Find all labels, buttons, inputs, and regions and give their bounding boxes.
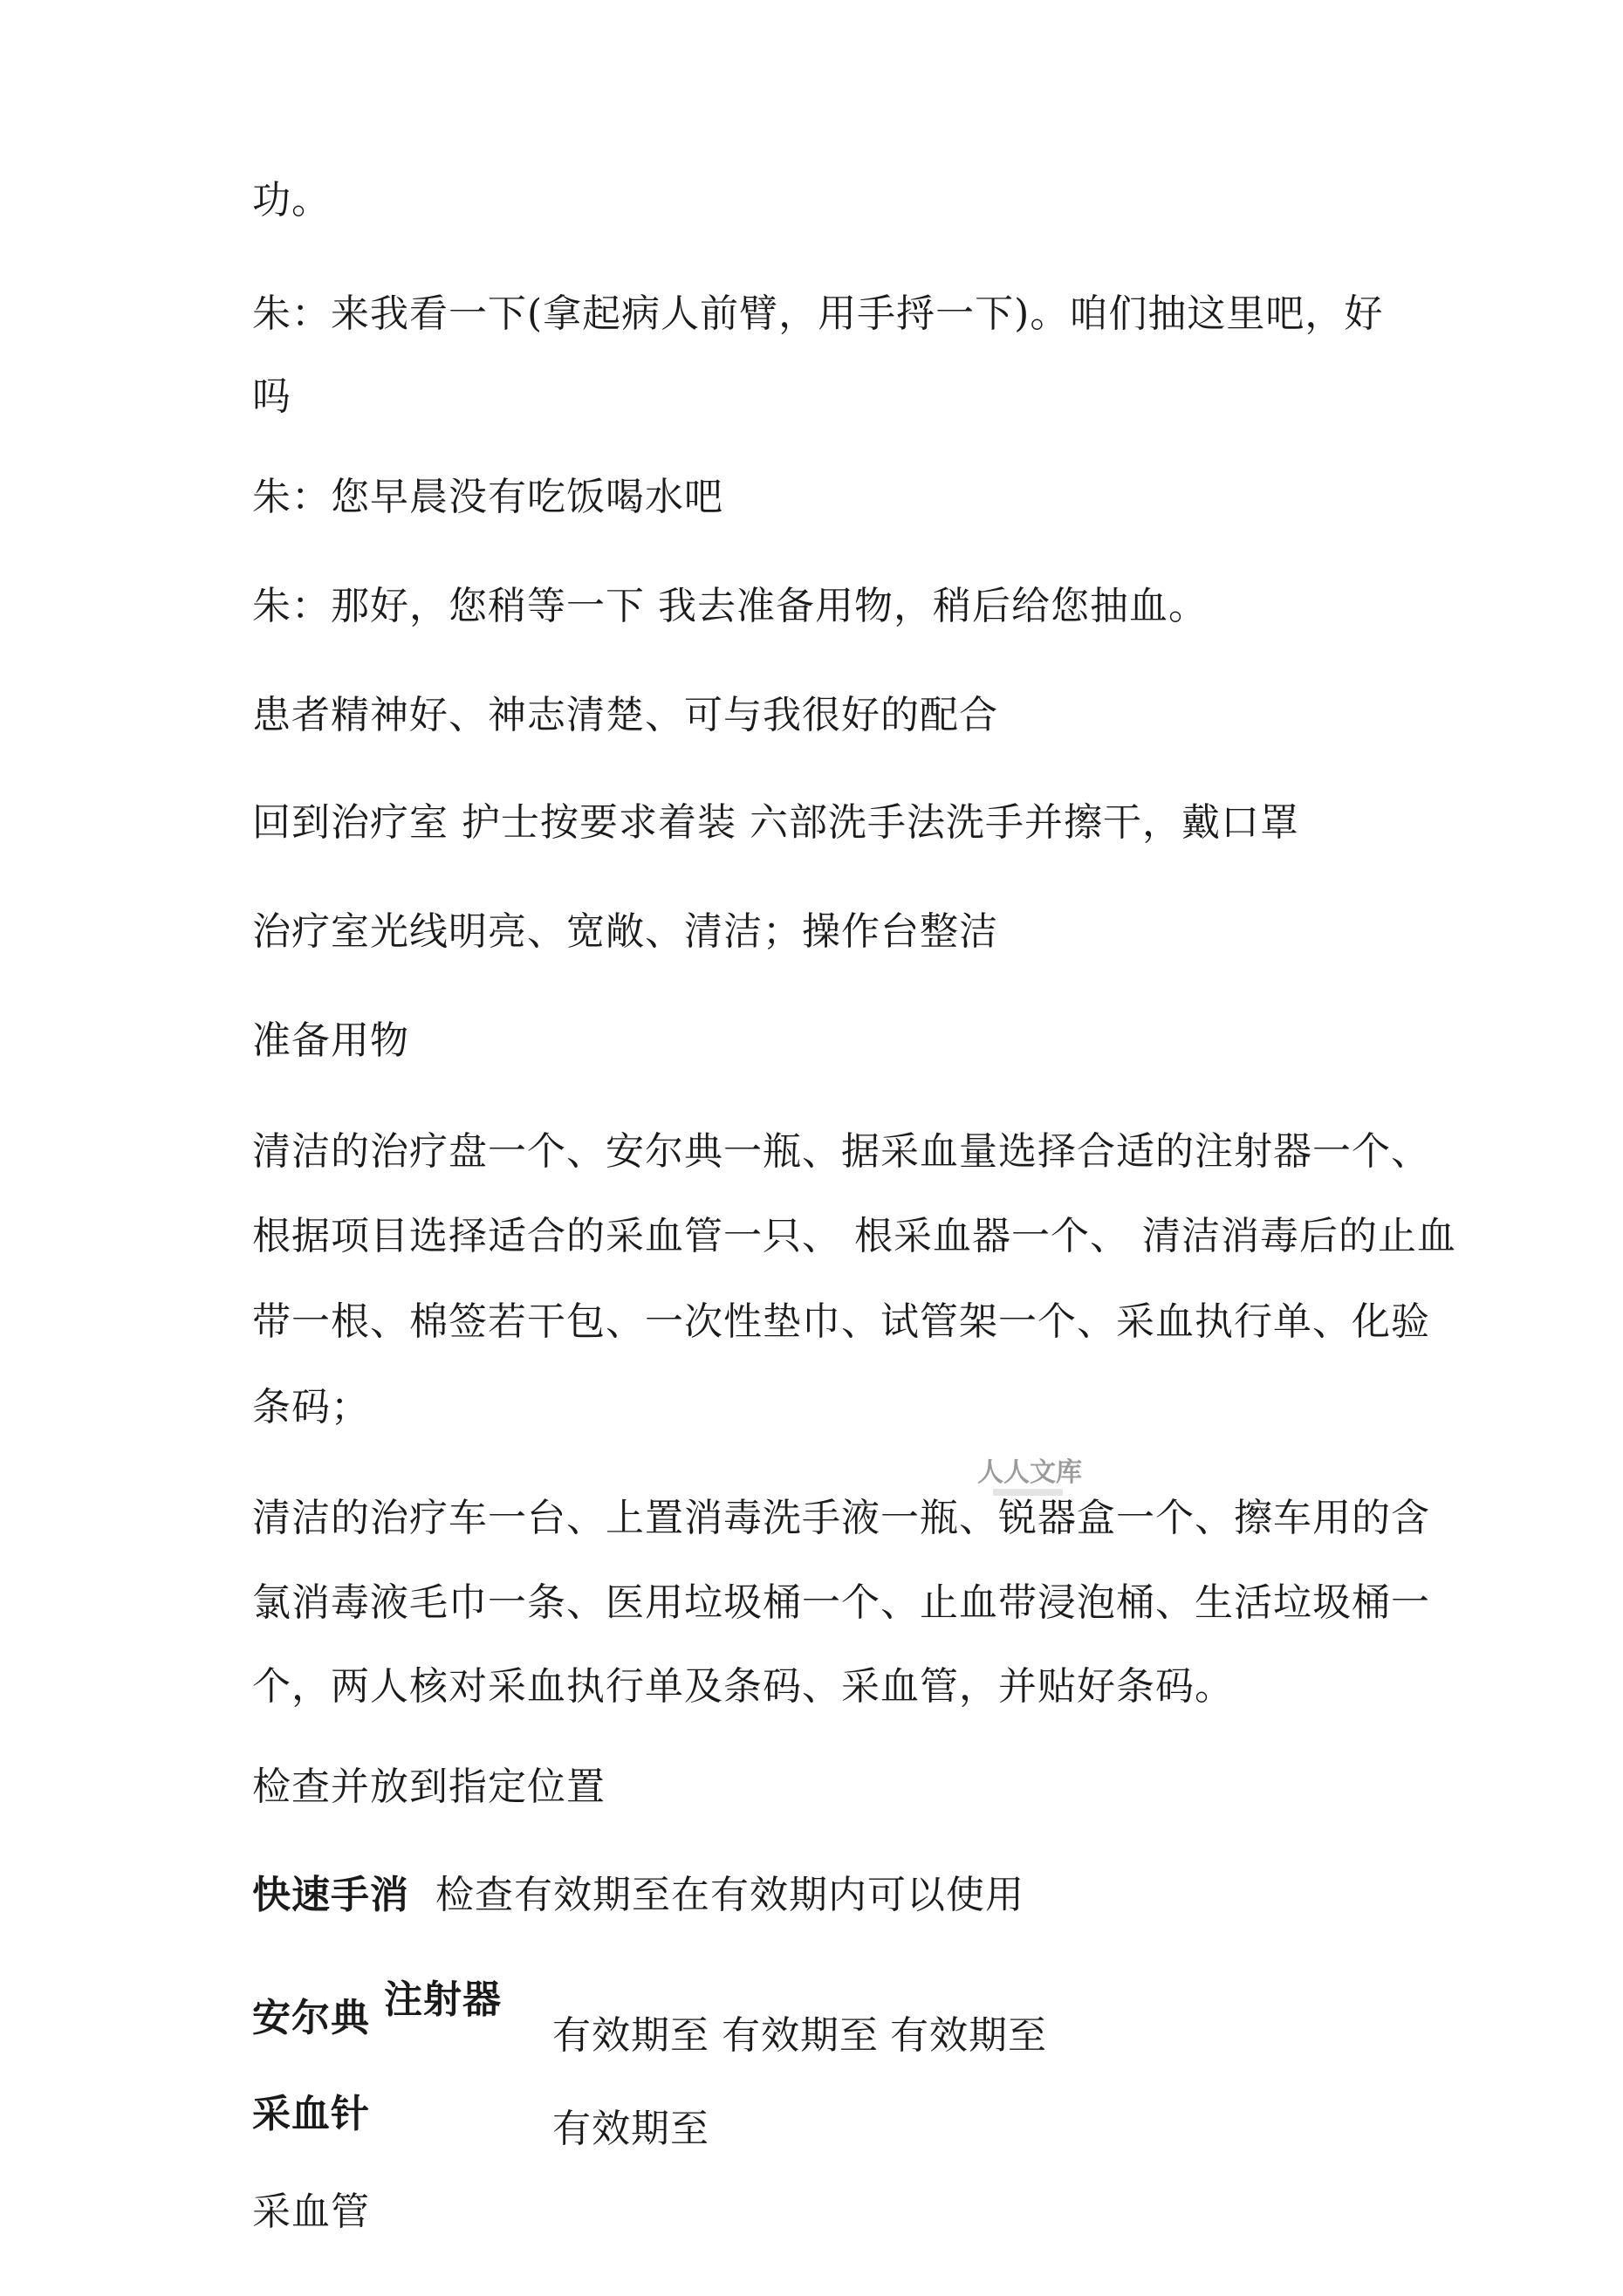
- item-anerdian: 安尔典: [252, 1996, 370, 2040]
- hand-sanitizer-label: 快速手消: [252, 1873, 409, 1917]
- paragraph: 清洁的治疗盘一个、安尔典一瓶、据采血量选择合适的注射器一个、: [252, 1129, 1430, 1174]
- item-blood-needle: 采血针: [252, 2092, 370, 2136]
- item-blood-tube: 采血管: [252, 2190, 370, 2234]
- paragraph: 氯消毒液毛巾一条、医用垃圾桶一个、止血带浸泡桶、生活垃圾桶一: [252, 1580, 1430, 1625]
- paragraph: 回到治疗室 护士按要求着装 六部洗手法洗手并擦干，戴口罩: [252, 800, 1299, 845]
- paragraph: 准备用物: [252, 1018, 409, 1063]
- expiry-label: 有效期至: [552, 2013, 709, 2058]
- expiry-label: 有效期至: [890, 2013, 1047, 2058]
- paragraph: 检查并放到指定位置: [252, 1765, 606, 1809]
- paragraph: 朱：那好，您稍等一下 我去准备用物，稍后给您抽血。: [252, 584, 1208, 628]
- watermark-subline: [993, 1489, 1063, 1496]
- paragraph: 清洁的治疗车一台、上置消毒洗手液一瓶、锐器盒一个、擦车用的含: [252, 1496, 1430, 1540]
- paragraph: 朱：来我看一下(拿起病人前臂，用手捋一下)。咱们抽这里吧，好: [252, 291, 1384, 336]
- expiry-label: 有效期至: [722, 2013, 879, 2058]
- paragraph: 个，两人核对采血执行单及条码、采血管，并贴好条码。: [252, 1664, 1234, 1709]
- paragraph: 患者精神好、神志清楚、可与我很好的配合: [252, 693, 998, 737]
- paragraph: 功。: [252, 178, 331, 223]
- expiry-label: 有效期至: [552, 2107, 709, 2151]
- paragraph: 条码；: [252, 1385, 370, 1429]
- check-line: [252, 1852, 1024, 1939]
- watermark: 人人文库: [977, 1457, 1082, 1488]
- paragraph: 朱：您早晨没有吃饭喝水吧: [252, 475, 723, 519]
- item-syringe: 注射器: [384, 1977, 502, 2022]
- paragraph: 治疗室光线明亮、宽敞、清洁；操作台整洁: [252, 909, 998, 954]
- paragraph: 根据项目选择适合的采血管一只、 根采血器一个、 清洁消毒后的止血: [252, 1214, 1456, 1258]
- paragraph: 带一根、棉签若干包、一次性垫巾、试管架一个、采血执行单、化验: [252, 1299, 1430, 1344]
- check-text: 检查有效期至在有效期内可以使用: [435, 1873, 1024, 1917]
- paragraph: 吗: [252, 374, 291, 419]
